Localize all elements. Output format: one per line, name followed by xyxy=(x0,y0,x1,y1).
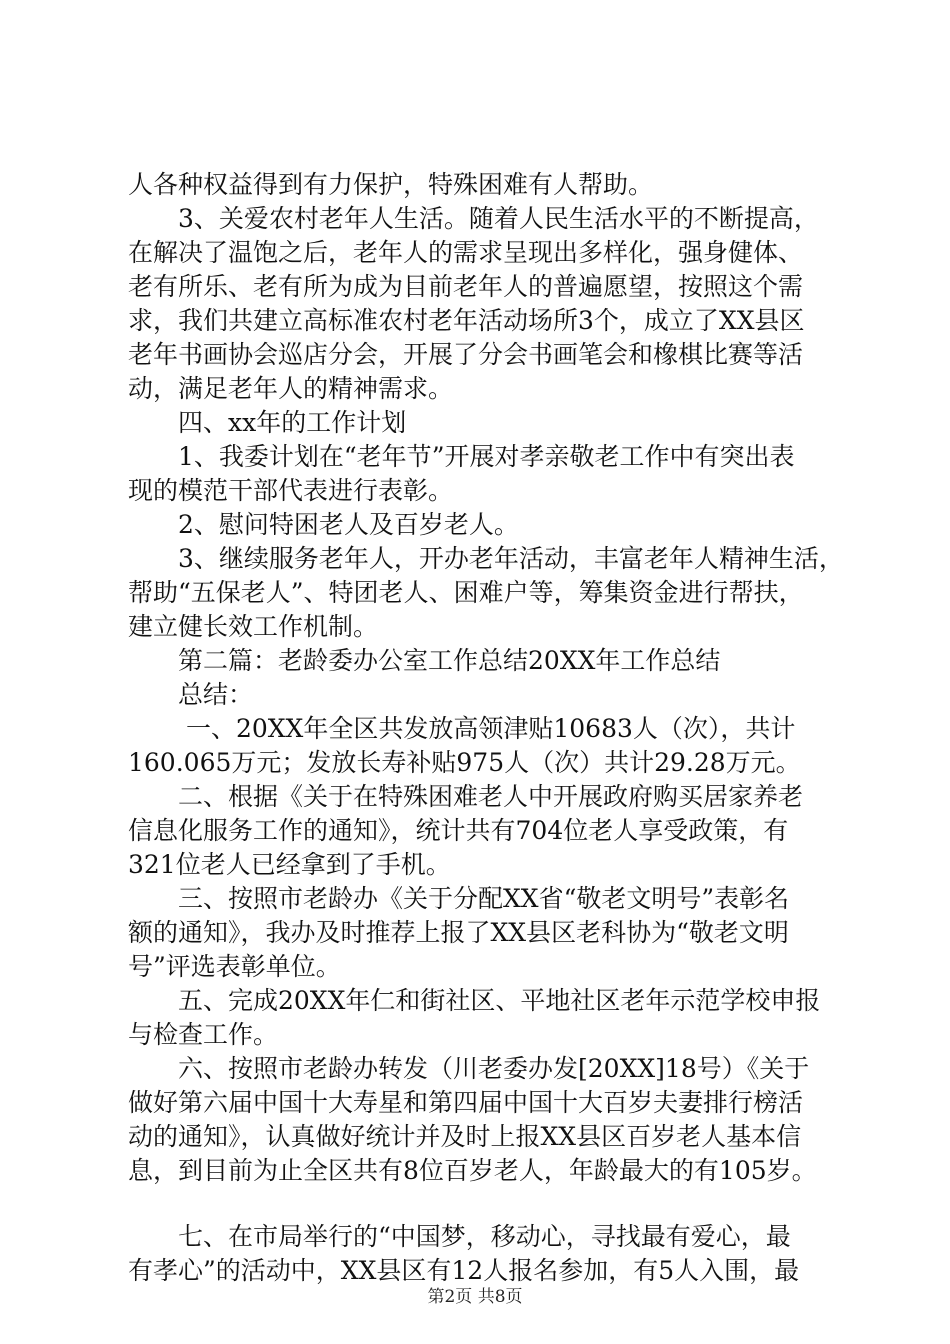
text-line: 321位老人已经拿到了手机。 xyxy=(128,850,451,879)
text-line: 2、慰问特困老人及百岁老人。 xyxy=(128,510,519,539)
text-line: 做好第六届中国十大寿星和第四届中国十大百岁夫妻排行榜活 xyxy=(128,1088,804,1117)
text-line: 六、按照市老龄办转发（川老委办发[20XX]18号）《关于 xyxy=(128,1054,810,1083)
text-line: 第二篇：老龄委办公室工作总结20XX年工作总结 xyxy=(128,646,721,675)
text-line: 有孝心”的活动中，XX县区有12人报名参加，有5人入围，最 xyxy=(128,1256,800,1285)
text-line: 息，到目前为止全区共有8位百岁老人，年龄最大的有105岁。 xyxy=(128,1156,817,1185)
text-line: 二、根据《关于在特殊困难老人中开展政府购买居家养老 xyxy=(128,782,804,811)
text-line: 四、xx年的工作计划 xyxy=(128,408,407,437)
text-line: 五、完成20XX年仁和街社区、平地社区老年示范学校申报 xyxy=(128,986,821,1015)
document-body xyxy=(128,168,844,1288)
text-block-continued xyxy=(128,1220,838,1288)
text-block-main xyxy=(128,168,844,1188)
text-line: 求，我们共建立高标准农村老年活动场所3个，成立了XX县区 xyxy=(128,306,805,335)
text-line: 老有所乐、老有所为成为目前老年人的普遍愿望，按照这个需 xyxy=(128,272,804,301)
text-line: 动的通知》，认真做好统计并及时上报XX县区百岁老人基本信 xyxy=(128,1122,802,1151)
text-line: 160.065万元；发放长寿补贴975人（次）共计29.28万元。 xyxy=(128,748,801,777)
text-line: 总结： xyxy=(128,680,254,709)
text-line: 3、关爱农村老年人生活。随着人民生活水平的不断提高， xyxy=(128,204,819,233)
text-line: 老年书画协会巡店分会，开展了分会书画笔会和橡棋比赛等活 xyxy=(128,340,804,369)
paragraph-gap xyxy=(128,1188,838,1220)
text-line: 七、在市局举行的“中国梦，移动心，寻找最有爱心，最 xyxy=(128,1222,791,1251)
text-line: 额的通知》，我办及时推荐上报了XX县区老科协为“敬老文明 xyxy=(128,918,789,947)
text-line: 人各种权益得到有力保护，特殊困难有人帮助。 xyxy=(128,170,654,199)
text-line: 帮助“五保老人”、特团老人、困难户等，筹集资金进行帮扶， xyxy=(128,578,804,607)
text-line: 号”评选表彰单位。 xyxy=(128,952,341,981)
text-line: 动，满足老年人的精神需求。 xyxy=(128,374,454,403)
text-line: 三、按照市老龄办《关于分配XX省“敬老文明号”表彰名 xyxy=(128,884,790,913)
text-line: 建立健长效工作机制。 xyxy=(128,612,379,641)
text-line: 3、继续服务老年人，开办老年活动，丰富老年人精神生活， xyxy=(128,544,844,573)
text-line: 与检查工作。 xyxy=(128,1020,279,1049)
text-line: 信息化服务工作的通知》，统计共有704位老人享受政策，有 xyxy=(128,816,789,845)
text-line: 在解决了温饱之后，老年人的需求呈现出多样化，强身健体、 xyxy=(128,238,804,267)
text-line: 1、我委计划在“老年节”开展对孝亲敬老工作中有突出表 xyxy=(128,442,795,471)
text-line: 现的模范干部代表进行表彰。 xyxy=(128,476,454,505)
text-line: 一、20XX年全区共发放高领津贴10683人（次），共计 xyxy=(128,714,796,743)
page-footer: 第2页 共8页 xyxy=(427,1287,523,1307)
